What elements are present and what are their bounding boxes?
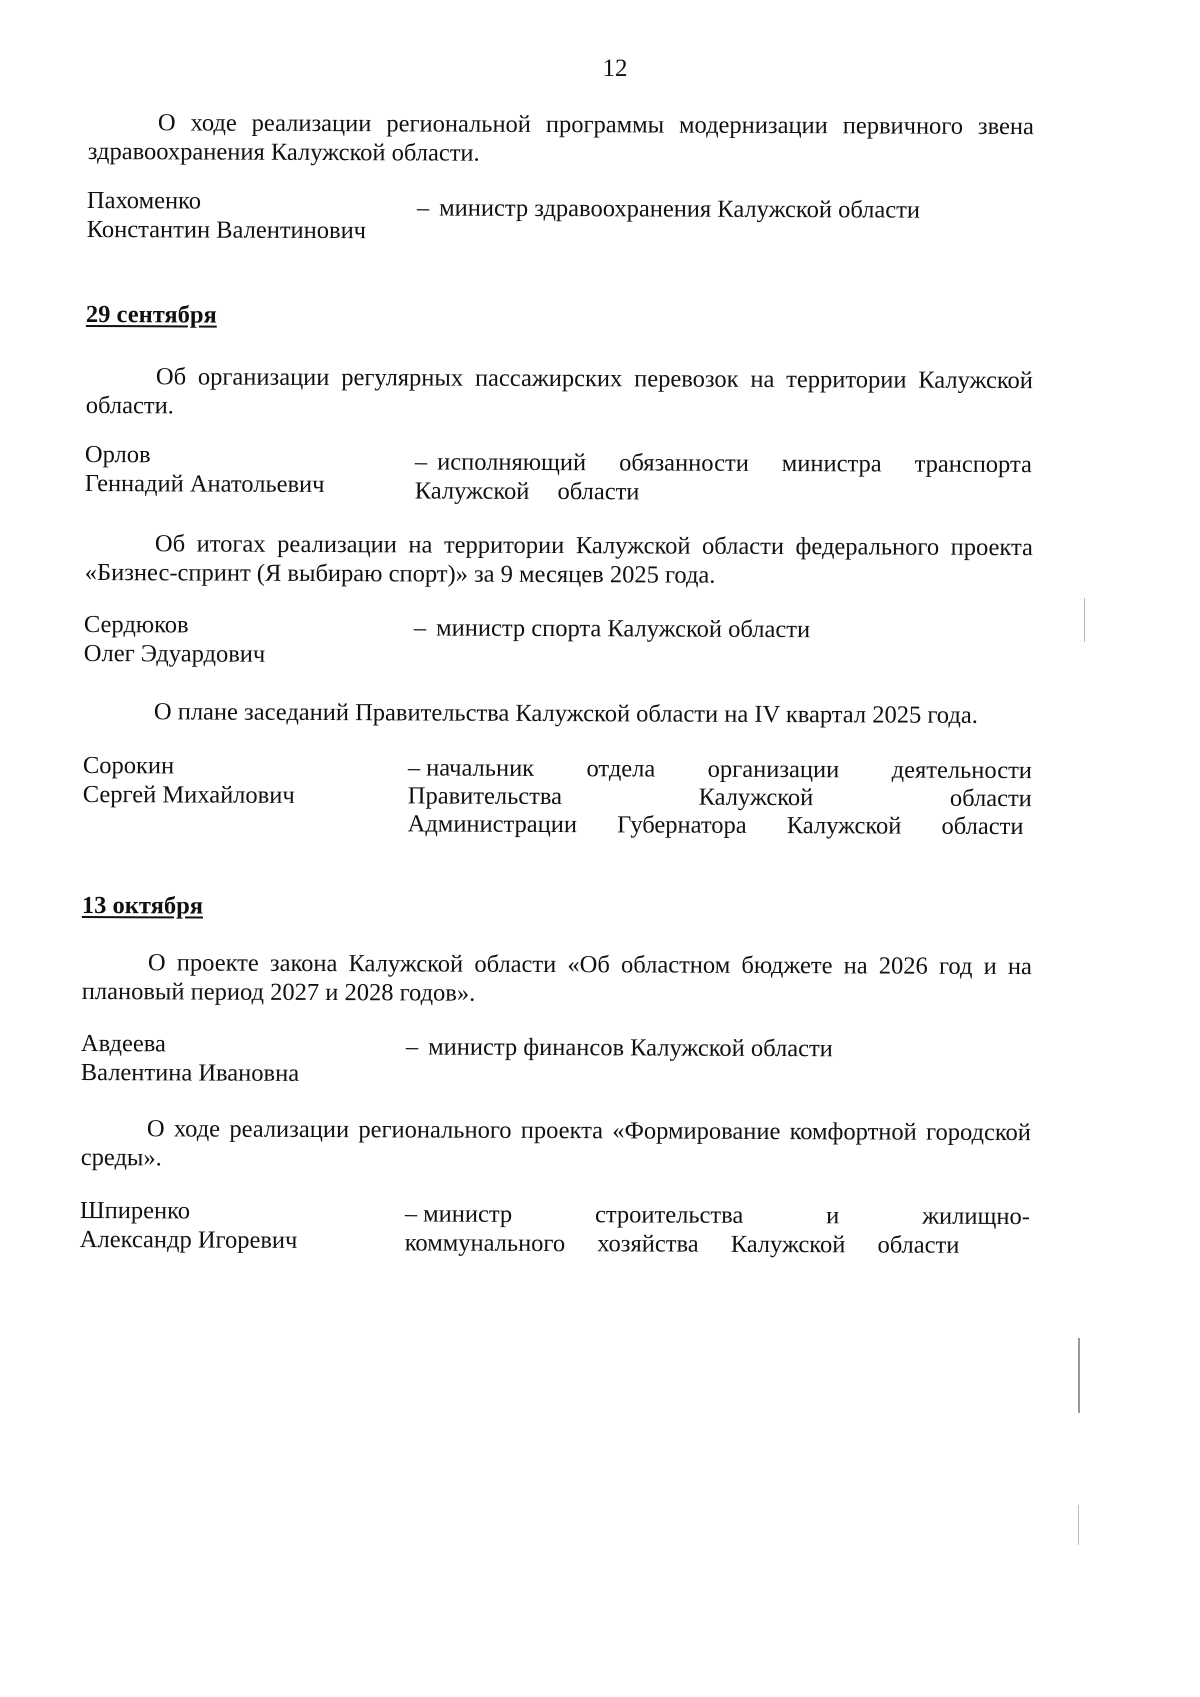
role-text: начальник отдела организации деятельности Правительства Калужской области Администрации Губернатора Калужской области bbox=[407, 754, 1032, 841]
speaker-name bbox=[80, 1196, 400, 1255]
speaker-block bbox=[81, 1029, 1031, 1093]
speaker-name bbox=[84, 610, 404, 669]
role-dash: – bbox=[414, 448, 428, 476]
role-text: исполняющий обязанности министра транспорта Калужской области bbox=[414, 448, 1032, 506]
page-number: 12 bbox=[602, 55, 628, 82]
speaker-name bbox=[85, 440, 405, 499]
agenda-item-text: О ходе реализации регионального проекта «Формирование комфортной городской среды». bbox=[80, 1115, 1031, 1172]
role-text: министр спорта Калужской области bbox=[436, 614, 811, 644]
agenda-item-text: О плане заседаний Правительства Калужской области на IV квартал 2025 года. bbox=[153, 698, 978, 729]
speaker-block bbox=[84, 610, 1032, 674]
scan-artifact bbox=[1084, 598, 1085, 642]
speaker-surname: Сердюков bbox=[83, 611, 189, 639]
speaker-given-names: Валентина Ивановна bbox=[80, 1058, 300, 1087]
speaker-given-names: Геннадий Анатольевич bbox=[84, 469, 325, 499]
speaker-surname: Пахоменко bbox=[86, 186, 202, 215]
role-dash: – bbox=[405, 1033, 419, 1061]
date-heading: 13 октября bbox=[81, 892, 204, 920]
agenda-item-text: О проекте закона Калужской области «Об областном бюджете на 2026 год и на плановый период 2027 и 2028 годов». bbox=[81, 949, 1032, 1007]
role-dash: – bbox=[416, 194, 430, 222]
speaker-block bbox=[87, 186, 1033, 250]
role-dash: – bbox=[404, 1200, 418, 1228]
speaker-name bbox=[81, 1029, 401, 1088]
speaker-role bbox=[415, 447, 1032, 508]
speaker-block bbox=[85, 440, 1033, 504]
speaker-given-names: Сергей Михайлович bbox=[82, 780, 295, 809]
speaker-surname: Шпиренко bbox=[79, 1197, 191, 1225]
speaker-name bbox=[87, 186, 407, 245]
speaker-name bbox=[83, 751, 403, 810]
role-dash: – bbox=[413, 614, 427, 642]
speaker-given-names: Константин Валентинович bbox=[86, 215, 367, 245]
scan-artifact bbox=[1078, 1338, 1080, 1413]
agenda-item-text: Об итогах реализации на территории Калужской области федерального проекта «Бизнес-спринт (Я выбираю спорт)» за 9 месяцев 2025 года. bbox=[84, 530, 1033, 589]
agenda-item-text: О ходе реализации региональной программы модернизации первичного звена здравоохранения Калужской области. bbox=[87, 109, 1034, 167]
speaker-role bbox=[406, 1032, 1006, 1064]
speaker-role bbox=[417, 193, 1017, 225]
role-text: министр здравоохранения Калужской области bbox=[439, 194, 921, 224]
date-heading: 29 сентября bbox=[85, 301, 217, 329]
agenda-item-text: Об организации регулярных пассажирских перевозок на территории Калужской области. bbox=[85, 363, 1033, 420]
speaker-surname: Орлов bbox=[84, 441, 151, 469]
speaker-block bbox=[83, 751, 1031, 845]
speaker-role bbox=[408, 754, 1032, 841]
scan-artifact bbox=[1078, 1505, 1079, 1545]
speaker-surname: Сорокин bbox=[82, 752, 175, 780]
speaker-given-names: Олег Эдуардович bbox=[83, 639, 266, 668]
role-dash: – bbox=[407, 754, 421, 782]
role-text: министр строительства и жилищно-коммунального хозяйства Калужской области bbox=[404, 1200, 1030, 1259]
speaker-role bbox=[414, 613, 1014, 645]
speaker-role bbox=[405, 1199, 1030, 1260]
role-text: министр финансов Калужской области bbox=[428, 1033, 833, 1063]
speaker-given-names: Александр Игоревич bbox=[79, 1225, 298, 1254]
speaker-block bbox=[80, 1196, 1030, 1260]
speaker-surname: Авдеева bbox=[80, 1030, 166, 1058]
